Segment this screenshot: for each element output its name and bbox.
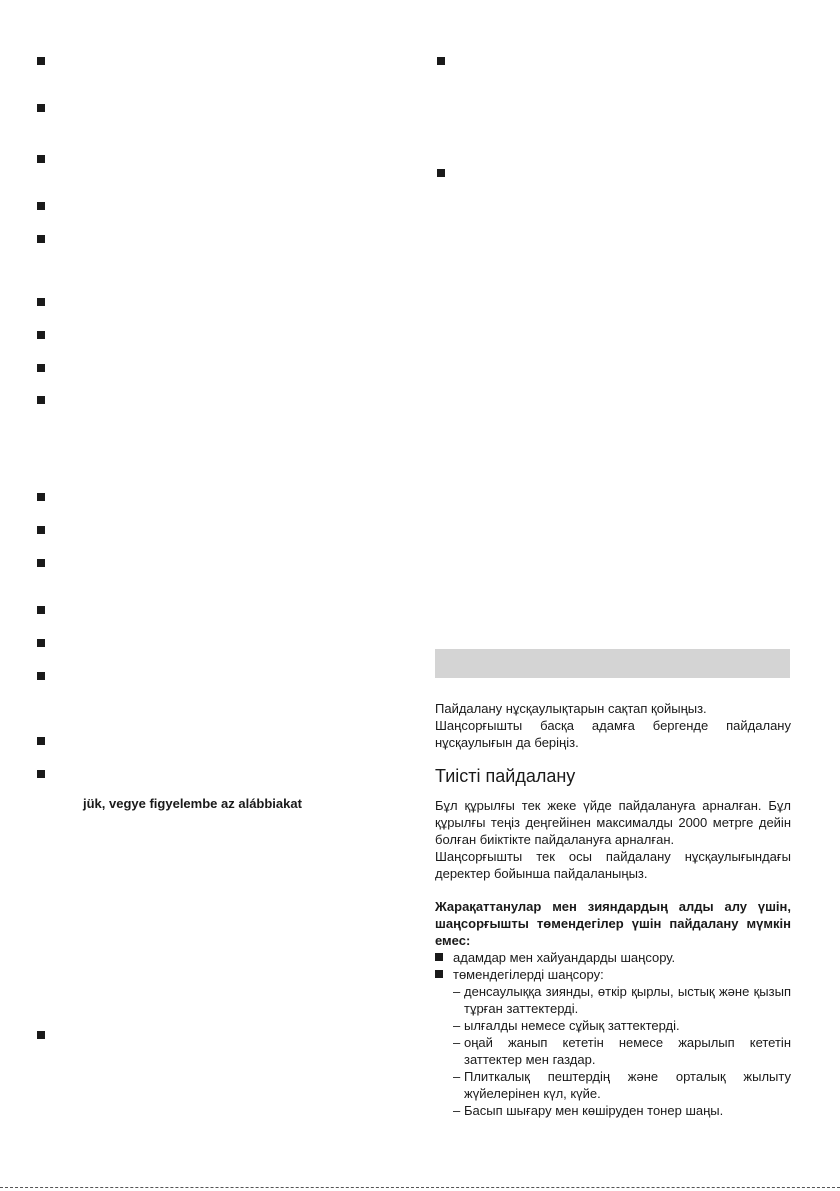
section-heading: Тиісті пайдалану [435,766,576,786]
square-bullet-icon [37,155,45,163]
square-bullet-icon [37,672,45,680]
square-bullet-icon [37,104,45,112]
square-bullet-icon [37,364,45,372]
sublist-item: – Басып шығару мен көшіруден тонер шаңы. [453,1103,724,1118]
sublist-item: – оңай жанып кететін немесе жарылып кететін заттектер мен газдар. [453,1035,791,1067]
list-item: адамдар мен хайуандарды шаңсору. [435,949,791,966]
prohibited-list [435,949,791,983]
square-bullet-icon [37,331,45,339]
sublist-item: – ылғалды немесе сұйық заттектерді. [453,1018,680,1033]
square-bullet-icon [37,770,45,778]
list-item: төмендегілерді шаңсору: [435,966,791,983]
intro-block [435,700,791,751]
sublist-item: – Плиткалық пештердің және орталық жылыту жүйелерінен күл, күйе. [453,1069,791,1101]
proper-use-para-2: Шаңсорғышты тек осы пайдалану нұсқаулығындағы деректер бойынша пайдаланыңыз. [435,849,791,881]
proper-use-para-1: Бұл құрылғы тек жеке үйде пайдалануға арналған. Бұл құрылғы теңіз деңгейінен максималды 2000 метрге дейін болған биіктікте пайдалануға арналған. [435,798,791,847]
square-bullet-icon [37,526,45,534]
warning-text: Жарақаттанулар мен зияндардың алды алу үшін, шаңсорғышты төмендегілер үшін пайдалану мүмкін емес: [435,899,791,948]
square-bullet-icon [37,57,45,65]
section-header-bar [435,649,790,678]
square-bullet-icon [37,639,45,647]
square-bullet-icon [435,953,443,961]
square-bullet-icon [37,396,45,404]
intro-line-2: Шаңсорғышты басқа адамға бергенде пайдалану нұсқаулығын да беріңіз. [435,718,791,750]
sublist-item: – денсаулыққа зиянды, өткір қырлы, ыстық және қызып тұрған заттектерді. [453,984,791,1016]
intro-line-1: Пайдалану нұсқаулықтарын сақтап қойыңыз. [435,701,707,716]
square-bullet-icon [37,298,45,306]
square-bullet-icon [37,559,45,567]
left-text-fragment: jük, vegye figyelembe az alábbiakat [83,796,302,811]
square-bullet-icon [37,493,45,501]
square-bullet-icon [437,57,445,65]
square-bullet-icon [37,1031,45,1039]
square-bullet-icon [37,606,45,614]
square-bullet-icon [37,202,45,210]
square-bullet-icon [37,235,45,243]
square-bullet-icon [37,737,45,745]
prohibited-sublist [435,983,791,1119]
square-bullet-icon [437,169,445,177]
square-bullet-icon [435,970,443,978]
proper-use-section [435,765,791,1119]
page-cut-line [0,1187,840,1188]
